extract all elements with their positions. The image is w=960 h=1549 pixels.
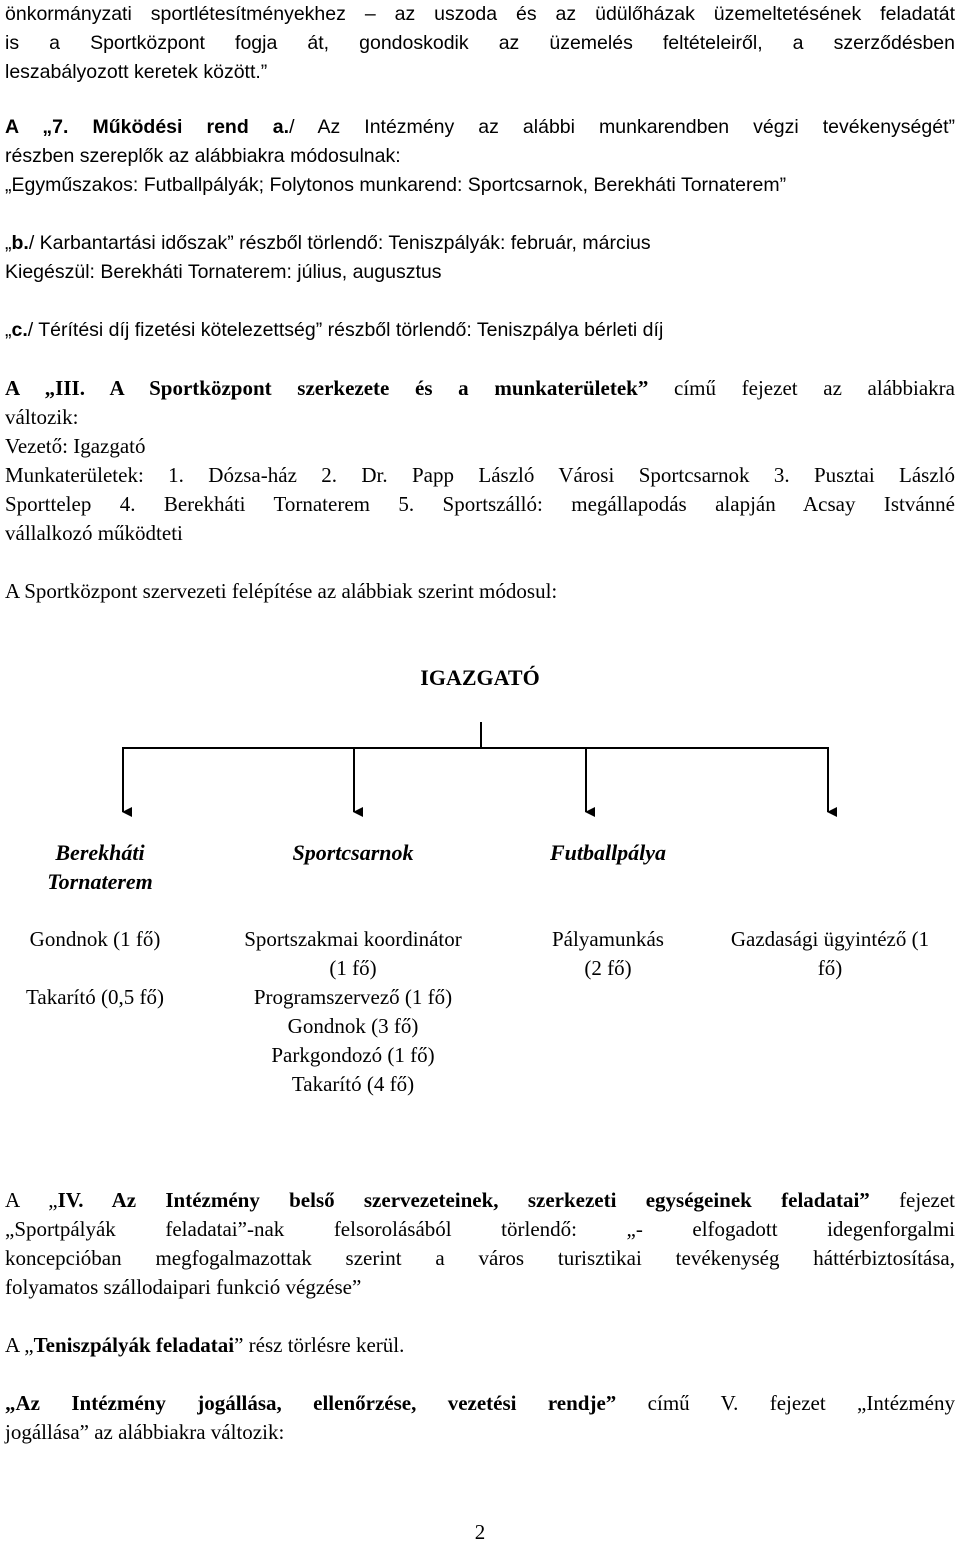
sec3-line-1-rest: című fejezet az alábbiakra (648, 376, 955, 400)
sec5-line-2: jogállása” az alábbiakra változik: (5, 1420, 285, 1444)
sec7-c-label: c. (11, 319, 28, 341)
staff-item: Programszervező (1 fő) (253, 985, 453, 1009)
sec4-heading: IV. Az Intézmény belső szervezeteinek, szerkezeti egységeinek feladatai” (57, 1188, 870, 1212)
org-unit-1-staff (5, 925, 185, 1012)
staff-item: Gondnok (1 fő) (29, 927, 161, 951)
staff-item: (2 fő) (584, 956, 632, 980)
org-unit-3-name-l1: Futballpálya (549, 840, 667, 865)
sec7-line-2: részben szereplők az alábbiakra módosulnak: (5, 145, 401, 167)
sec4-line-1-rest: fejezet (869, 1188, 956, 1212)
staff-item: Takarító (4 fő) (291, 1072, 415, 1096)
staff-item: (1 fő) (329, 956, 377, 980)
sec4-line-3: koncepcióban megfogalmazottak szerint a város turisztikai tevékenység háttérbiztosítása, (5, 1246, 955, 1270)
sec3-prefix: A „ (5, 376, 56, 400)
staff-item: fő) (817, 956, 843, 980)
org-unit-2 (243, 838, 463, 867)
org-unit-2-staff (208, 925, 498, 1099)
staff-item: Pályamunkás (552, 927, 664, 951)
sec7-b-label: b. (11, 232, 29, 254)
page-number: 2 (474, 1520, 486, 1544)
intro-line-2: is a Sportközpont fogja át, gondoskodik az üzemelés feltételeiről, a szerződésben (5, 32, 955, 54)
sec5-line-1-rest: című V. fejezet „Intézmény (616, 1391, 955, 1415)
intro-line-3: leszabályozott keretek között.” (5, 61, 268, 83)
org-unit-2-name-l1: Sportcsarnok (292, 840, 414, 865)
sec7-b-line-2: Kiegészül: Berekháti Tornaterem: július, augusztus (5, 261, 442, 283)
sec7-line-3: „Egyműszakos: Futballpályák; Folytonos munkarend: Sportcsarnok, Berekháti Tornaterem” (5, 174, 787, 196)
sec7-prefix: A „ (5, 116, 53, 138)
sec7-line-1 (5, 113, 955, 142)
sec4-prefix: A „ (5, 1188, 58, 1212)
sec5-heading: „Az Intézmény jogállása, ellenőrzése, vezetési rendje” (5, 1391, 617, 1415)
org-unit-1 (10, 838, 190, 896)
sec4-tenis-rest: ” rész törlésre kerül. (234, 1333, 405, 1357)
org-unit-3-staff (518, 925, 698, 983)
org-chart-title: IGAZGATÓ (420, 665, 540, 690)
sec3-line-6: vállalkozó működteti (5, 521, 183, 545)
sec7-b-prefix: „ (5, 232, 12, 254)
sec7-c-rest: / Térítési díj fizetési kötelezettség” részből törlendő: Teniszpálya bérleti díj (27, 319, 664, 341)
sec4-line-4: folyamatos szállodaipari funkció végzése” (5, 1275, 362, 1299)
org-unit-4-staff (705, 925, 955, 983)
sec3-line-1 (5, 374, 955, 403)
staff-item: Gazdasági ügyintéző (1 (730, 927, 930, 951)
staff-item: Sportszakmai koordinátor (244, 927, 462, 951)
document-page (5, 0, 955, 1549)
sec4-tenis-prefix: A „ (5, 1333, 34, 1357)
sec3-line-7: A Sportközpont szervezeti felépítése az alábbiak szerint módosul: (5, 579, 558, 603)
sec7-b-line-1 (5, 229, 955, 258)
sec3-line-2: változik: (5, 405, 79, 429)
staff-item: Parkgondozó (1 fő) (271, 1043, 435, 1067)
intro-line-1: önkormányzati sportlétesítményekhez – az uszoda és az üdülőházak üzemeltetésének feladatát (5, 3, 955, 25)
sec7-c-prefix: „ (5, 319, 12, 341)
staff-item: Gondnok (3 fő) (287, 1014, 419, 1038)
sec7-b-rest: / Karbantartási időszak” részből törlendő: Teniszpályák: február, március (28, 232, 651, 254)
sec7-c-line (5, 316, 955, 345)
sec3-line-4: Munkaterületek: 1. Dózsa-ház 2. Dr. Papp László Városi Sportcsarnok 3. Pusztai László (5, 463, 955, 487)
sec7-heading: 7. Működési rend a. (52, 116, 290, 138)
org-unit-1-name-l1: Berekháti (55, 840, 145, 865)
staff-item: Takarító (0,5 fő) (26, 985, 164, 1009)
org-unit-3 (508, 838, 708, 867)
sec4-tenis-bold: Teniszpályák feladatai (33, 1333, 235, 1357)
sec7-line-1-rest: / Az Intézmény az alábbi munkarendben végzi tevékenységét” (289, 116, 956, 138)
sec4-line-2: „Sportpályák feladatai”-nak felsorolásából törlendő: „- elfogadott idegenforgalmi (5, 1217, 955, 1241)
sec3-line-5: Sporttelep 4. Berekháti Tornaterem 5. Sportszálló: megállapodás alapján Acsay Istvánné (5, 492, 955, 516)
org-unit-1-name-l2: Tornaterem (47, 869, 153, 894)
sec3-line-3: Vezető: Igazgató (5, 434, 146, 458)
sec3-heading: III. A Sportközpont szerkezete és a munkaterületek” (55, 376, 649, 400)
